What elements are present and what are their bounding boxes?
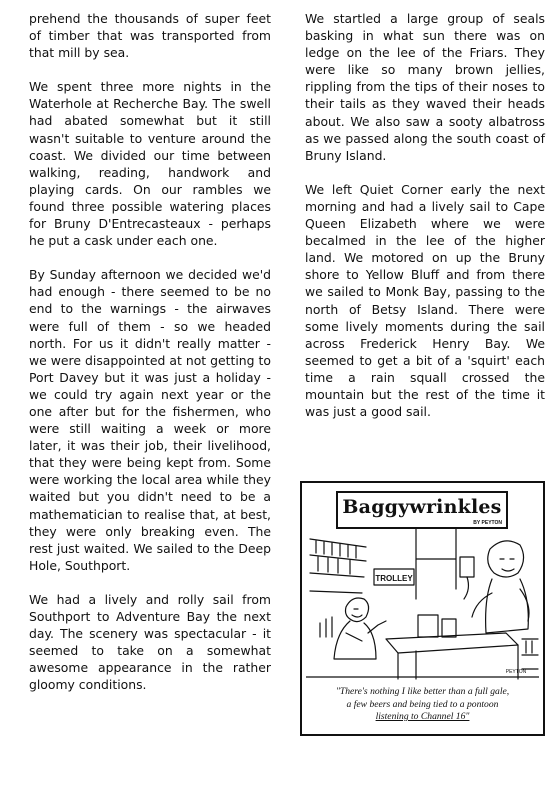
paragraph-waterhole: We spent three more nights in the Waterhole at Recherche Bay. The swell had abated somewhat but it still wasn't suitable to venture around the coast. We divided our time between walking, reading, handwork and playing cards. On our rambles we found three possible watering places for Bruny D'Entrecasteaux - perhaps he put a cask under each one. bbox=[29, 79, 271, 249]
paragraph-mill-timber: prehend the thousands of super feet of timber that was transported from that mill by sea. bbox=[29, 11, 271, 61]
cartoon-illustration bbox=[306, 529, 539, 681]
paragraph-quiet-corner: We left Quiet Corner early the next morning and had a lively sail to Cape Queen Elizabeth where we were becalmed in the lee of the higher land. We motored on up the Bruny shore to Yellow Bluff and from there we sailed to Monk Bay, passing to the north of Betsy Island. There were some lively moments during the sail across Frederick Henry Bay. We seemed to get a bit of a 'squirt' each time a rain squall crossed the mountain but the rest of the time it was just a good sail. bbox=[305, 181, 545, 420]
cartoon-caption bbox=[306, 686, 539, 724]
artist-signature: PEYTON bbox=[505, 669, 527, 675]
left-figure bbox=[346, 598, 369, 622]
caption-line-3: listening to Channel 16" bbox=[375, 711, 470, 723]
counter-box bbox=[418, 615, 438, 637]
right-column bbox=[305, 10, 545, 437]
left-column bbox=[29, 10, 271, 710]
paragraph-adventure-bay: We had a lively and rolly sail from Southport to Adventure Bay the next day. The scenery was spectacular - it seemed to take on a somewhat awesome appearance in the rather gloomy conditions. bbox=[29, 591, 271, 693]
wall-phone bbox=[460, 557, 474, 577]
cartoon-title: Baggywrinkles bbox=[342, 496, 502, 518]
caption-line-2: a few beers and being tied to a pontoon bbox=[346, 698, 499, 710]
cartoon-panel bbox=[300, 481, 545, 736]
paragraph-seals: We startled a large group of seals basking in what sun there was on ledge on the lee of the Friars. They were like so many brown jellies, rippling from the tips of their noses to their tails as they waved their heads about. We also saw a sooty albatross as we passed along the south coast of Bruny Island. bbox=[305, 11, 545, 163]
shop-counter bbox=[386, 633, 518, 653]
caption-line-1: "There's nothing I like better than a full gale, bbox=[335, 686, 510, 697]
right-figure bbox=[488, 541, 524, 577]
cartoon-byline: BY PEYTON bbox=[473, 520, 502, 526]
cartoon-title-box bbox=[336, 491, 508, 529]
paragraph-sunday-north: By Sunday afternoon we decided we'd had enough - there seemed to be no end to the warnings - the airwaves were full of them - so we headed north. For us it didn't really matter - we were disappointed at not getting to Port Davey but it was just a holiday - we could try again next year or the one after but for the fishermen, who were still waiting a week or more later, it was their job, their livelihood, that they were being kept from. Some were working the local area while they waited but you didn't need to be a mathematician to realise that, at best, they were only breaking even. The rest just waited. We sailed to the Deep Hole, Southport. bbox=[29, 267, 271, 573]
trolley-sign-label: TROLLEY bbox=[375, 574, 413, 583]
